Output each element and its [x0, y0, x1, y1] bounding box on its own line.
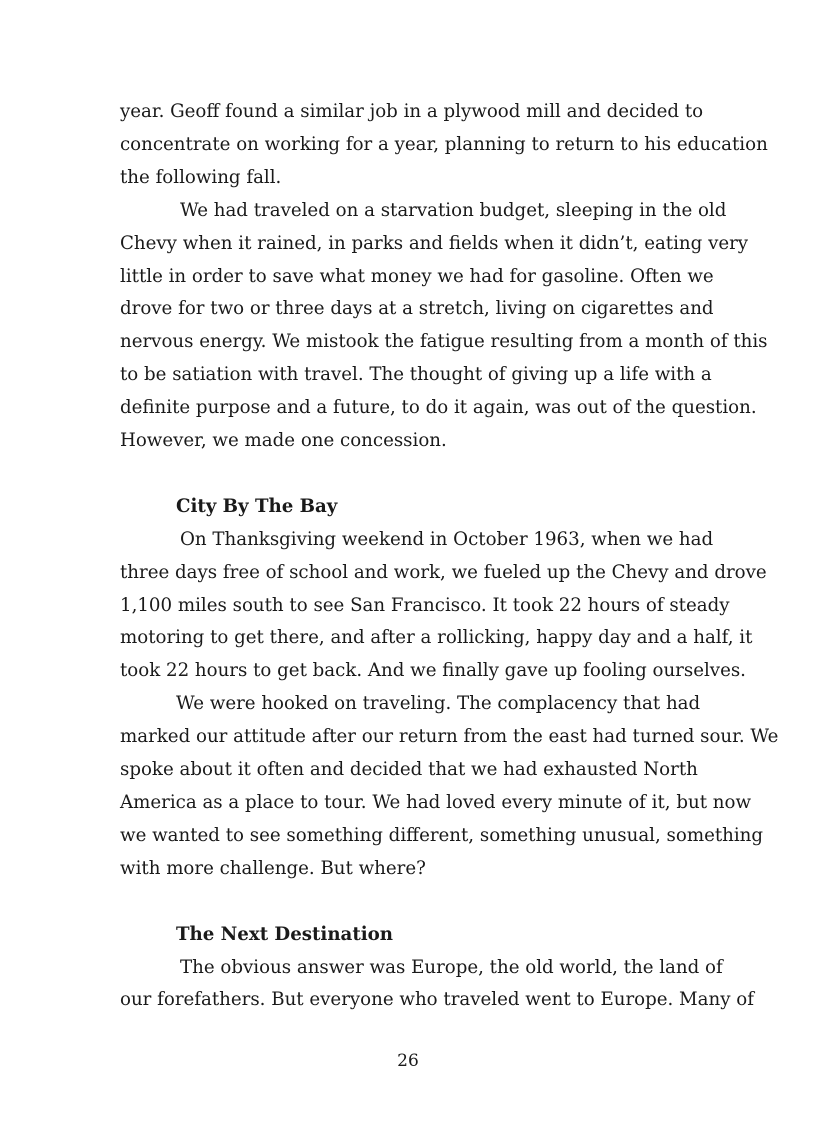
page-number: 26: [397, 1051, 419, 1071]
text-line: to be satiation with travel. The thought of giving up a life with a: [120, 364, 712, 386]
text-line: We had traveled on a starvation budget, sleeping in the old: [180, 199, 727, 221]
section-heading: City By The Bay: [176, 495, 338, 517]
text-line: the following fall.: [120, 166, 282, 188]
text-line: drove for two or three days at a stretch, living on cigarettes and: [120, 298, 714, 320]
page-body: [120, 96, 779, 1017]
paragraph: [120, 524, 767, 689]
text-line: with more challenge. But where?: [120, 857, 426, 879]
text-line: three days free of school and work, we fueled up the Chevy and drove: [120, 561, 767, 583]
text-line: little in order to save what money we had for gasoline. Often we: [120, 265, 714, 287]
text-line: definite purpose and a future, to do it again, was out of the question.: [120, 397, 757, 419]
text-line: nervous energy. We mistook the fatigue resulting from a month of this: [120, 331, 768, 353]
text-line: concentrate on working for a year, planning to return to his education: [120, 133, 768, 155]
text-line: The obvious answer was Europe, the old world, the land of: [180, 956, 723, 978]
paragraph-1: [120, 96, 768, 195]
text-line: We were hooked on traveling. The complacency that had: [176, 693, 701, 715]
text-line: year. Geoff found a similar job in a plywood mill and decided to: [120, 101, 704, 122]
paragraph-2: [120, 195, 768, 458]
text-line: took 22 hours to get back. And we finally gave up fooling ourselves.: [120, 660, 746, 682]
text-line: marked our attitude after our return from the east had turned sour. We: [120, 726, 779, 748]
text-line: America as a place to tour. We had loved every minute of it, but now: [120, 792, 752, 814]
text-line: However, we made one concession.: [120, 430, 447, 452]
section-city-by-the-bay: [120, 491, 779, 886]
text-line: we wanted to see something different, something unusual, something: [120, 824, 764, 846]
section-heading: The Next Destination: [176, 923, 393, 945]
text-line: Chevy when it rained, in parks and fields when it didn’t, eating very: [120, 232, 749, 254]
paragraph: [120, 952, 754, 1018]
text-line: our forefathers. But everyone who traveled went to Europe. Many of: [120, 989, 754, 1011]
text-line: motoring to get there, and after a rollicking, happy day and a half, it: [120, 627, 753, 649]
text-line: 1,100 miles south to see San Francisco. It took 22 hours of steady: [120, 594, 730, 616]
text-line: spoke about it often and decided that we had exhausted North: [120, 759, 698, 781]
section-the-next-destination: [120, 919, 754, 1018]
paragraph: [120, 688, 779, 885]
text-line: On Thanksgiving weekend in October 1963, when we had: [180, 528, 714, 550]
